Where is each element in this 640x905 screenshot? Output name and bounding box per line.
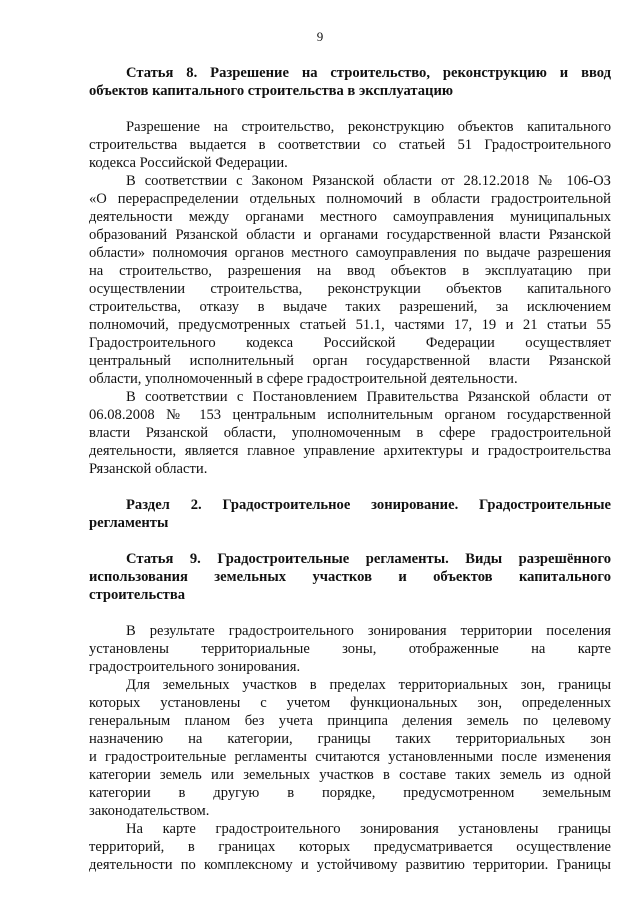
text-line: градостроительного зонирования. bbox=[89, 659, 301, 675]
text-line: центральный исполнительный орган государственной власти Рязанской bbox=[89, 353, 611, 369]
text-line: осуществлении строительства, реконструкции объектов капитального bbox=[89, 281, 611, 297]
heading-block bbox=[89, 550, 611, 604]
block-gap bbox=[89, 478, 611, 496]
text-line: законодательством. bbox=[89, 803, 210, 819]
text-line: Для земельных участков в пределах территориальных зон, границы bbox=[126, 677, 611, 693]
block-gap bbox=[89, 532, 611, 550]
block-gap bbox=[89, 604, 611, 622]
text-line: территорий, в границах которых предусматривается осуществление bbox=[89, 839, 611, 855]
text-line: генеральным планом без учета принципа деления земель по целевому bbox=[89, 713, 611, 729]
text-line: деятельности, является главное управление архитектуры и градостроительства bbox=[89, 443, 611, 459]
text-line: категории в другую в порядке, предусмотренном земельным bbox=[89, 785, 611, 801]
heading-line: объектов капитального строительства в эксплуатацию bbox=[89, 83, 454, 99]
text-line: категории земель или земельных участков в составе таких земель из одной bbox=[89, 767, 611, 783]
heading-block bbox=[89, 496, 611, 532]
block-gap bbox=[89, 100, 611, 118]
heading-block bbox=[89, 64, 611, 100]
heading-line: Раздел 2. Градостроительное зонирование. Градостроительные bbox=[126, 497, 611, 513]
text-line: полномочий, предусмотренных статьей 51.1, частями 17, 19 и 21 статьи 55 bbox=[89, 317, 611, 333]
text-line: кодекса Российской Федерации. bbox=[89, 155, 288, 171]
paragraph-block bbox=[89, 622, 611, 874]
text-line: деятельности между органами местного самоуправления муниципальных bbox=[89, 209, 611, 225]
text-line: В соответствии с Законом Рязанской области от 28.12.2018 № 106-ОЗ bbox=[126, 173, 611, 189]
page-number: 9 bbox=[316, 29, 324, 44]
text-line: На карте градостроительного зонирования установлены границы bbox=[126, 821, 611, 837]
text-line: В соответствии с Постановлением Правительства Рязанской области от bbox=[126, 389, 611, 405]
heading-line: Статья 8. Разрешение на строительство, реконструкцию и ввод bbox=[126, 65, 611, 81]
text-line: строительства выдается в соответствии со статьей 51 Градостроительного bbox=[89, 137, 611, 153]
document-body bbox=[89, 64, 611, 874]
text-line: и градостроительные регламенты считаются установленными после изменения bbox=[89, 749, 611, 765]
text-line: области, уполномоченный в сфере градостроительной деятельности. bbox=[89, 371, 518, 387]
text-line: В результате градостроительного зонирования территории поселения bbox=[126, 623, 611, 639]
text-line: установлены территориальные зоны, отображенные на карте bbox=[89, 641, 611, 657]
paragraph-block bbox=[89, 118, 611, 478]
text-line: Градостроительного кодекса Российской Федерации осуществляет bbox=[89, 335, 611, 351]
heading-line: строительства bbox=[89, 587, 186, 603]
text-line: деятельности по комплексному и устойчивому развитию территории. Границы bbox=[89, 857, 611, 873]
text-line: образований Рязанской области и органами государственной власти Рязанской bbox=[89, 227, 611, 243]
text-line: Разрешение на строительство, реконструкцию объектов капитального bbox=[126, 119, 611, 135]
text-line: назначению на категории, границы таких территориальных зон bbox=[89, 731, 611, 747]
text-line: на строительство, разрешения на ввод объектов в эксплуатацию при bbox=[89, 263, 611, 279]
text-line: власти Рязанской области, уполномоченным в сфере градостроительной bbox=[89, 425, 611, 441]
heading-line: Статья 9. Градостроительные регламенты. Виды разрешённого bbox=[126, 551, 611, 567]
text-line: области» полномочия органов местного самоуправления по выдаче разрешения bbox=[89, 245, 611, 261]
text-line: строительства, отказу в выдаче таких разрешений, за исключением bbox=[89, 299, 611, 315]
text-line: «О перераспределении отдельных полномочий в области градостроительной bbox=[89, 191, 611, 207]
text-line: 06.08.2008 № 153 центральным исполнительным органом государственной bbox=[89, 407, 611, 423]
text-line: которых установлены с учетом функциональных зон, определенных bbox=[89, 695, 611, 711]
heading-line: использования земельных участков и объектов капитального bbox=[89, 569, 611, 585]
text-line: Рязанской области. bbox=[89, 461, 208, 477]
heading-line: регламенты bbox=[89, 515, 169, 531]
